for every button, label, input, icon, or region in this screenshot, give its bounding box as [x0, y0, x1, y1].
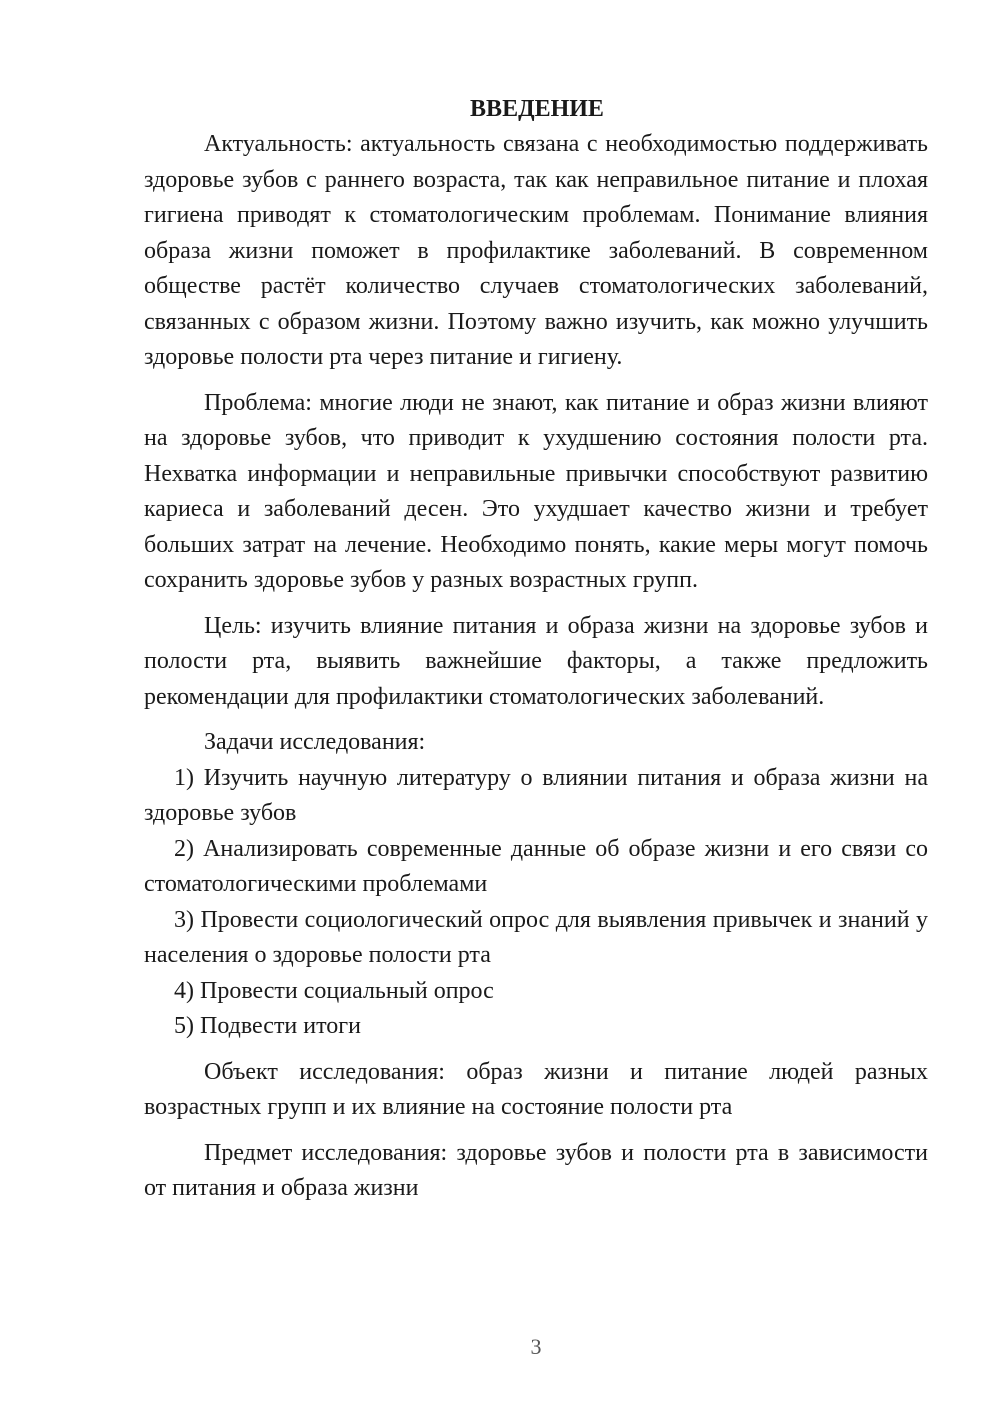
task-item: 3) Провести социологический опрос для выявления привычек и знаний у населения о здоровье полости рта	[144, 906, 928, 968]
task-item: 1) Изучить научную литературу о влиянии питания и образа жизни на здоровье зубов	[144, 764, 928, 826]
task-item: 5) Подвести итоги	[174, 1013, 361, 1039]
tasks-heading: Задачи исследования:	[204, 729, 426, 755]
object-paragraph: Объект исследования: образ жизни и питание людей разных возрастных групп и их влияние на состояние полости рта	[144, 1058, 928, 1120]
relevance-paragraph: Актуальность: актуальность связана с необходимостью поддерживать здоровье зубов с раннего возраста, так как неправильное питание и плохая гигиена приводят к стоматологическим проблемам. Понимание влияния образа жизни поможет в профилактике заболеваний. В современном обществе растёт количество случаев стоматологических заболеваний, связанных с образом жизни. Поэтому важно изучить, как можно улучшить здоровье полости рта через питание и гигиену.	[144, 131, 928, 370]
page-content	[144, 92, 928, 1207]
page-number: 3	[530, 1334, 542, 1359]
task-item: 2) Анализировать современные данные об образе жизни и его связи со стоматологическими проблемами	[144, 835, 928, 897]
tasks-list	[144, 761, 928, 1045]
task-item: 4) Провести социальный опрос	[174, 977, 494, 1004]
problem-paragraph: Проблема: многие люди не знают, как питание и образ жизни влияют на здоровье зубов, что приводит к ухудшению состояния полости рта. Нехватка информации и неправильные привычки способствуют развитию кариеса и заболеваний десен. Это ухудшает качество жизни и требует больших затрат на лечение. Необходимо понять, какие меры могут помочь сохранить здоровье зубов у разных возрастных групп.	[144, 389, 928, 593]
goal-paragraph: Цель: изучить влияние питания и образа жизни на здоровье зубов и полости рта, выявить важнейшие факторы, а также предложить рекомендации для профилактики стоматологических заболеваний.	[144, 612, 928, 710]
subject-paragraph: Предмет исследования: здоровье зубов и полости рта в зависимости от питания и образа жизни	[144, 1139, 928, 1201]
section-title: ВВЕДЕНИЕ	[470, 96, 604, 122]
